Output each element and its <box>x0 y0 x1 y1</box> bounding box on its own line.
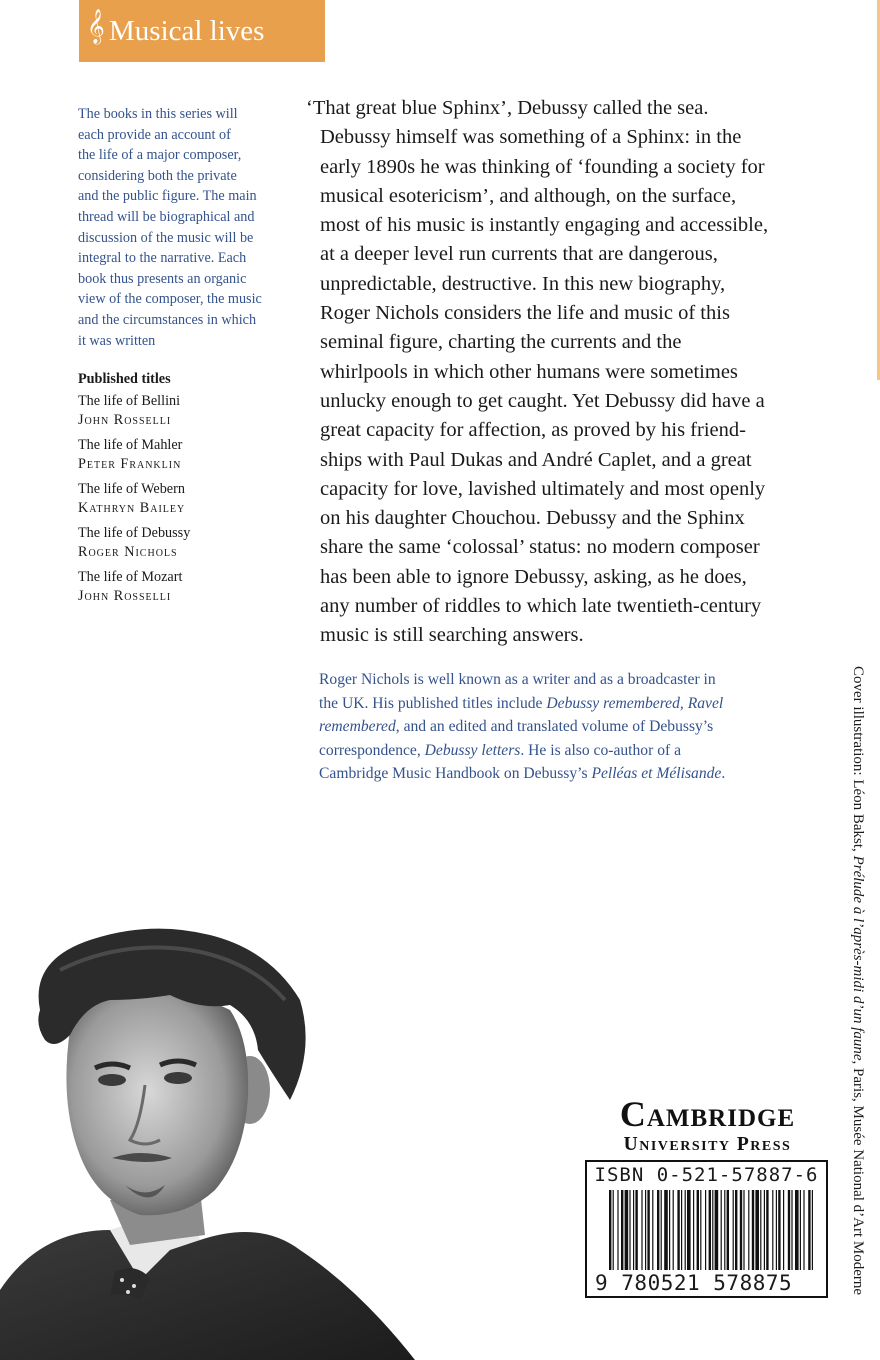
blurb-line: whirlpools in which other humans were sometimes <box>320 360 738 383</box>
barcode-box <box>585 1160 828 1298</box>
composer-portrait-icon <box>0 900 420 1360</box>
barcode-bar <box>808 1190 810 1270</box>
barcode-bar <box>783 1190 784 1270</box>
blurb-line: ‘That great blue Sphinx’, Debussy called the sea. <box>306 97 709 119</box>
barcode-bar <box>766 1190 768 1270</box>
author-bio <box>319 668 799 786</box>
barcode-bar <box>641 1190 642 1270</box>
barcode-bar <box>621 1190 623 1270</box>
blurb-line: unpredictable, destructive. In this new biography, <box>320 272 726 295</box>
series-desc-line: considering both the private <box>78 167 237 184</box>
barcode-bar <box>664 1190 668 1270</box>
blurb-line: Roger Nichols considers the life and music of this <box>320 302 730 325</box>
barcode-bar <box>752 1190 754 1270</box>
blurb-line: ships with Paul Dukas and André Caplet, and a great <box>320 448 752 471</box>
series-desc-line: and the circumstances in which <box>78 311 257 328</box>
barcode-bar <box>687 1190 691 1270</box>
series-desc-line: it was written <box>78 332 156 349</box>
published-author: John Rosselli <box>78 412 172 428</box>
blurb-line: great capacity for affection, as proved by his friend- <box>320 419 746 442</box>
bio-line: Cambridge Music Handbook on Debussy’s Pelléas et Mélisande. <box>319 765 726 783</box>
published-title-entry <box>78 392 298 431</box>
published-title: The life of Mahler <box>78 436 183 453</box>
barcode-bar <box>778 1190 780 1270</box>
barcode-bar <box>795 1190 799 1270</box>
barcode-bar <box>760 1190 761 1270</box>
barcode-bar <box>715 1190 719 1270</box>
book-blurb <box>306 94 830 651</box>
blurb-line: share the same ‘colossal’ status: no modern composer <box>320 536 760 559</box>
barcode-bar <box>791 1190 792 1270</box>
bio-line: Roger Nichols is well known as a writer and as a broadcaster in <box>319 671 716 688</box>
published-title: The life of Webern <box>78 480 185 497</box>
barcode-bar <box>803 1190 804 1270</box>
barcode-bar <box>609 1190 611 1270</box>
blurb-line: music is still searching answers. <box>320 624 584 647</box>
barcode-bar <box>764 1190 765 1270</box>
barcode-bar <box>705 1190 706 1270</box>
bio-line: correspondence, Debussy letters. He is also co-author of a <box>319 741 682 759</box>
published-titles-heading: Published titles <box>78 371 171 387</box>
blurb-line: at a deeper level run currents that are dangerous, <box>320 243 718 266</box>
bio-line: remembered, and an edited and translated volume of Debussy’s <box>319 718 714 736</box>
barcode-bar <box>697 1190 699 1270</box>
ean-number: 9 780521 578875 <box>595 1270 821 1296</box>
barcode-bar <box>800 1190 801 1270</box>
published-author: Peter Franklin <box>78 456 182 472</box>
published-title: The life of Bellini <box>78 392 181 409</box>
series-banner <box>79 0 325 62</box>
barcode-bar <box>693 1190 694 1270</box>
blurb-line: Debussy himself was something of a Sphinx: in the <box>320 126 742 149</box>
barcode-bar <box>709 1190 711 1270</box>
publisher-logo <box>585 1095 830 1157</box>
series-desc-line: each provide an account of <box>78 126 231 143</box>
barcode-bar <box>629 1190 630 1270</box>
barcode-bar <box>712 1190 713 1270</box>
barcode-bar <box>788 1190 790 1270</box>
blurb-line: unlucky enough to get caught. Yet Debussy did have a <box>320 389 765 412</box>
blurb-line: on his daughter Chouchou. Debussy and the Sphinx <box>320 507 745 530</box>
published-author: John Rosselli <box>78 588 172 604</box>
series-desc-line: book thus presents an organic <box>78 270 247 287</box>
barcode-bar <box>743 1190 744 1270</box>
barcode-bar <box>812 1190 813 1270</box>
barcode-bar <box>657 1190 659 1270</box>
blurb-line: any number of riddles to which late twentieth-century <box>320 595 762 618</box>
blurb-line: most of his music is instantly engaging and accessible, <box>320 214 769 237</box>
barcode-bar <box>633 1190 634 1270</box>
blurb-line: early 1890s he was thinking of ‘founding a society for <box>320 155 765 178</box>
barcode-bar <box>721 1190 722 1270</box>
publisher-press: University Press <box>623 1134 792 1155</box>
barcode-bar <box>652 1190 653 1270</box>
barcode-bar <box>735 1190 737 1270</box>
barcode-bar <box>669 1190 670 1270</box>
isbn-number: ISBN 0-521-57887-6 <box>594 1164 819 1186</box>
barcode-bar <box>661 1190 662 1270</box>
barcode-bar <box>617 1190 618 1270</box>
cover-illustration-credit: Cover illustration: Léon Bakst, Prélude à l’après-midi d’un faune, Paris, Musée National d’Art Moderne <box>850 666 866 1296</box>
published-author: Kathryn Bailey <box>78 500 186 516</box>
publisher-name: Cambridge <box>619 1094 796 1134</box>
barcode-bar <box>740 1190 742 1270</box>
barcode-bar <box>677 1190 679 1270</box>
barcode-bar <box>635 1190 637 1270</box>
series-desc-line: The books in this series will <box>78 106 238 122</box>
published-title-entry <box>78 436 298 475</box>
barcode-icon <box>595 1190 821 1272</box>
barcode-bar <box>681 1190 682 1270</box>
barcode-bar <box>647 1190 649 1270</box>
blurb-line: capacity for love, lavished ultimately and most openly <box>320 477 766 500</box>
barcode-bar <box>673 1190 674 1270</box>
series-desc-line: discussion of the music will be <box>78 229 254 246</box>
published-title-entry <box>78 568 298 607</box>
barcode-bar <box>772 1190 773 1270</box>
published-titles <box>78 370 298 612</box>
series-description <box>78 104 288 351</box>
series-desc-line: the life of a major composer, <box>78 147 242 164</box>
blurb-line: musical esotericism’, and although, on the surface, <box>320 184 737 207</box>
barcode-bar <box>733 1190 734 1270</box>
series-desc-line: and the public figure. The main <box>78 188 257 205</box>
treble-clef-icon: 𝄞 <box>87 10 105 43</box>
published-author: Roger Nichols <box>78 544 178 560</box>
barcode-bar <box>755 1190 759 1270</box>
barcode-bar <box>727 1190 729 1270</box>
series-desc-line: view of the composer, the music <box>78 291 262 308</box>
barcode-bar <box>625 1190 629 1270</box>
barcode-bar <box>748 1190 749 1270</box>
published-title: The life of Debussy <box>78 524 191 541</box>
published-title: The life of Mozart <box>78 568 183 585</box>
blurb-line: seminal figure, charting the currents and the <box>320 331 682 354</box>
blurb-line: has been able to ignore Debussy, asking, as he does, <box>320 565 747 588</box>
series-desc-line: thread will be biographical and <box>78 208 255 225</box>
barcode-bar <box>700 1190 701 1270</box>
barcode-bar <box>645 1190 646 1270</box>
barcode-bar <box>613 1190 614 1270</box>
barcode-bar <box>724 1190 725 1270</box>
barcode-bar <box>685 1190 686 1270</box>
published-title-entry <box>78 524 298 563</box>
bio-line: the UK. His published titles include Debussy remembered, Ravel <box>319 694 724 712</box>
published-title-entry <box>78 480 298 519</box>
barcode-bar <box>776 1190 777 1270</box>
series-desc-line: integral to the narrative. Each <box>78 250 247 267</box>
series-title: Musical lives <box>109 14 265 47</box>
